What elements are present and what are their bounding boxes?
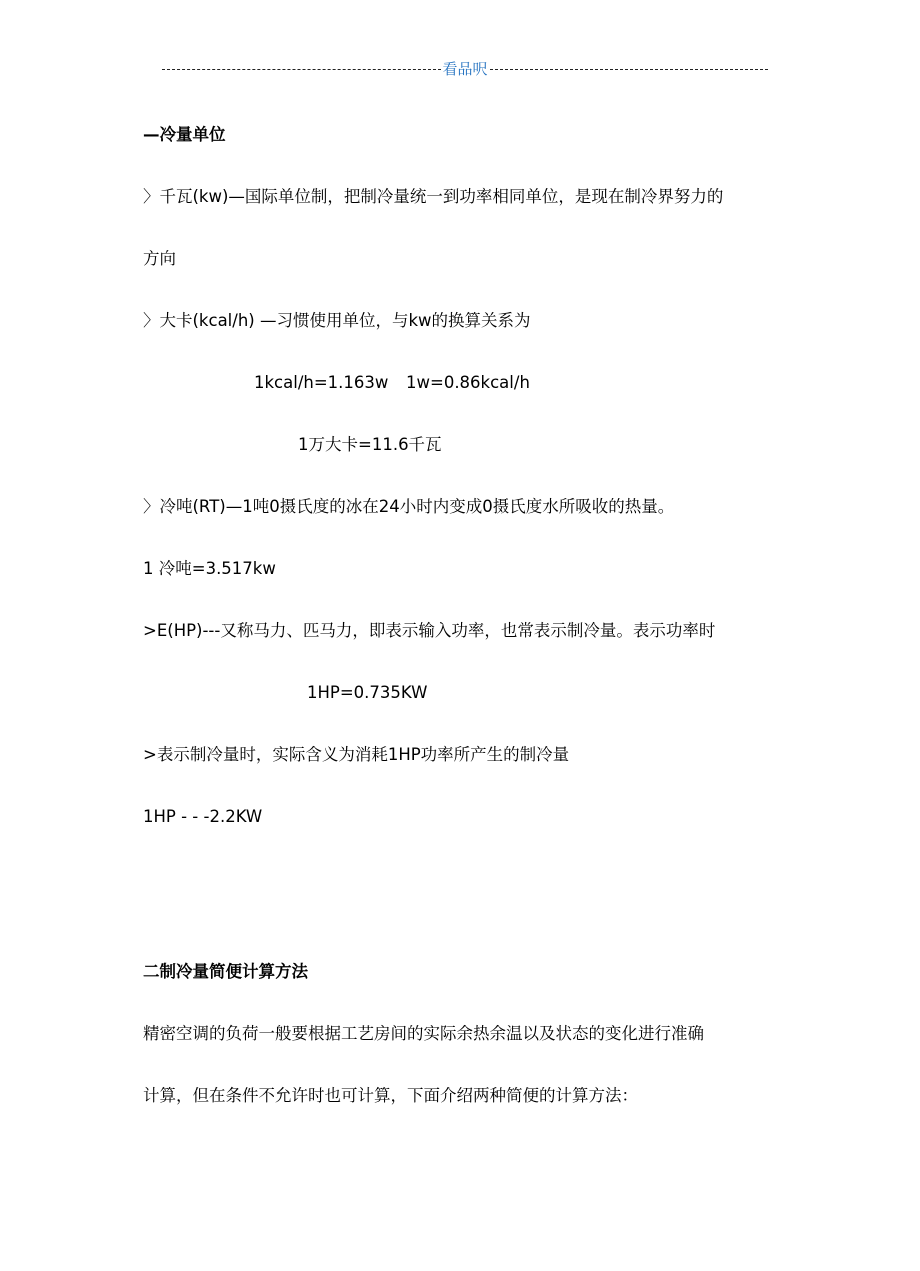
hp-cooling-line: >表示制冷量时，实际含义为消耗1HP功率所产生的制冷量 — [143, 745, 570, 764]
header-left-rule — [162, 69, 441, 70]
section2-paragraph-line2: 计算，但在条件不允许时也可计算，下面介绍两种简便的计算方法： — [143, 1086, 638, 1105]
section2-heading: 二制冷量简便计算方法 — [143, 962, 308, 981]
hp-cooling-equation: 1HP - - -2.2KW — [143, 807, 263, 826]
kw-definition-line: 〉千瓦(kw)—国际单位制，把制冷量统一到功率相同单位，是现在制冷界努力的 — [143, 187, 724, 206]
page-header — [162, 57, 768, 79]
rt-equation: 1 冷吨=3.517kw — [143, 559, 276, 578]
section2-paragraph-line1: 精密空调的负荷一般要根据工艺房间的实际余热余温以及状态的变化进行准确 — [143, 1024, 704, 1043]
rt-definition-line: 〉冷吨(RT)—1吨0摄氏度的冰在24小时内变成0摄氏度水所吸收的热量。 — [143, 497, 675, 516]
kw-definition-continuation: 方向 — [143, 249, 176, 268]
header-right-rule — [490, 69, 769, 70]
hp-definition-line: >E(HP)---又称马力、匹马力，即表示输入功率，也常表示制冷量。表示功率时 — [143, 621, 716, 640]
kcal-to-w-equation: 1kcal/h=1.163w — [254, 373, 389, 392]
kcal-definition-line: 〉大卡(kcal/h) —习惯使用单位，与kw的换算关系为 — [143, 311, 531, 330]
hp-power-equation: 1HP=0.735KW — [307, 683, 428, 702]
wan-kcal-equation: 1万大卡=11.6千瓦 — [298, 435, 442, 454]
header-title: 看品呎 — [442, 59, 488, 78]
w-to-kcal-equation: 1w=0.86kcal/h — [406, 373, 530, 392]
section1-heading: —冷量单位 — [143, 125, 226, 144]
